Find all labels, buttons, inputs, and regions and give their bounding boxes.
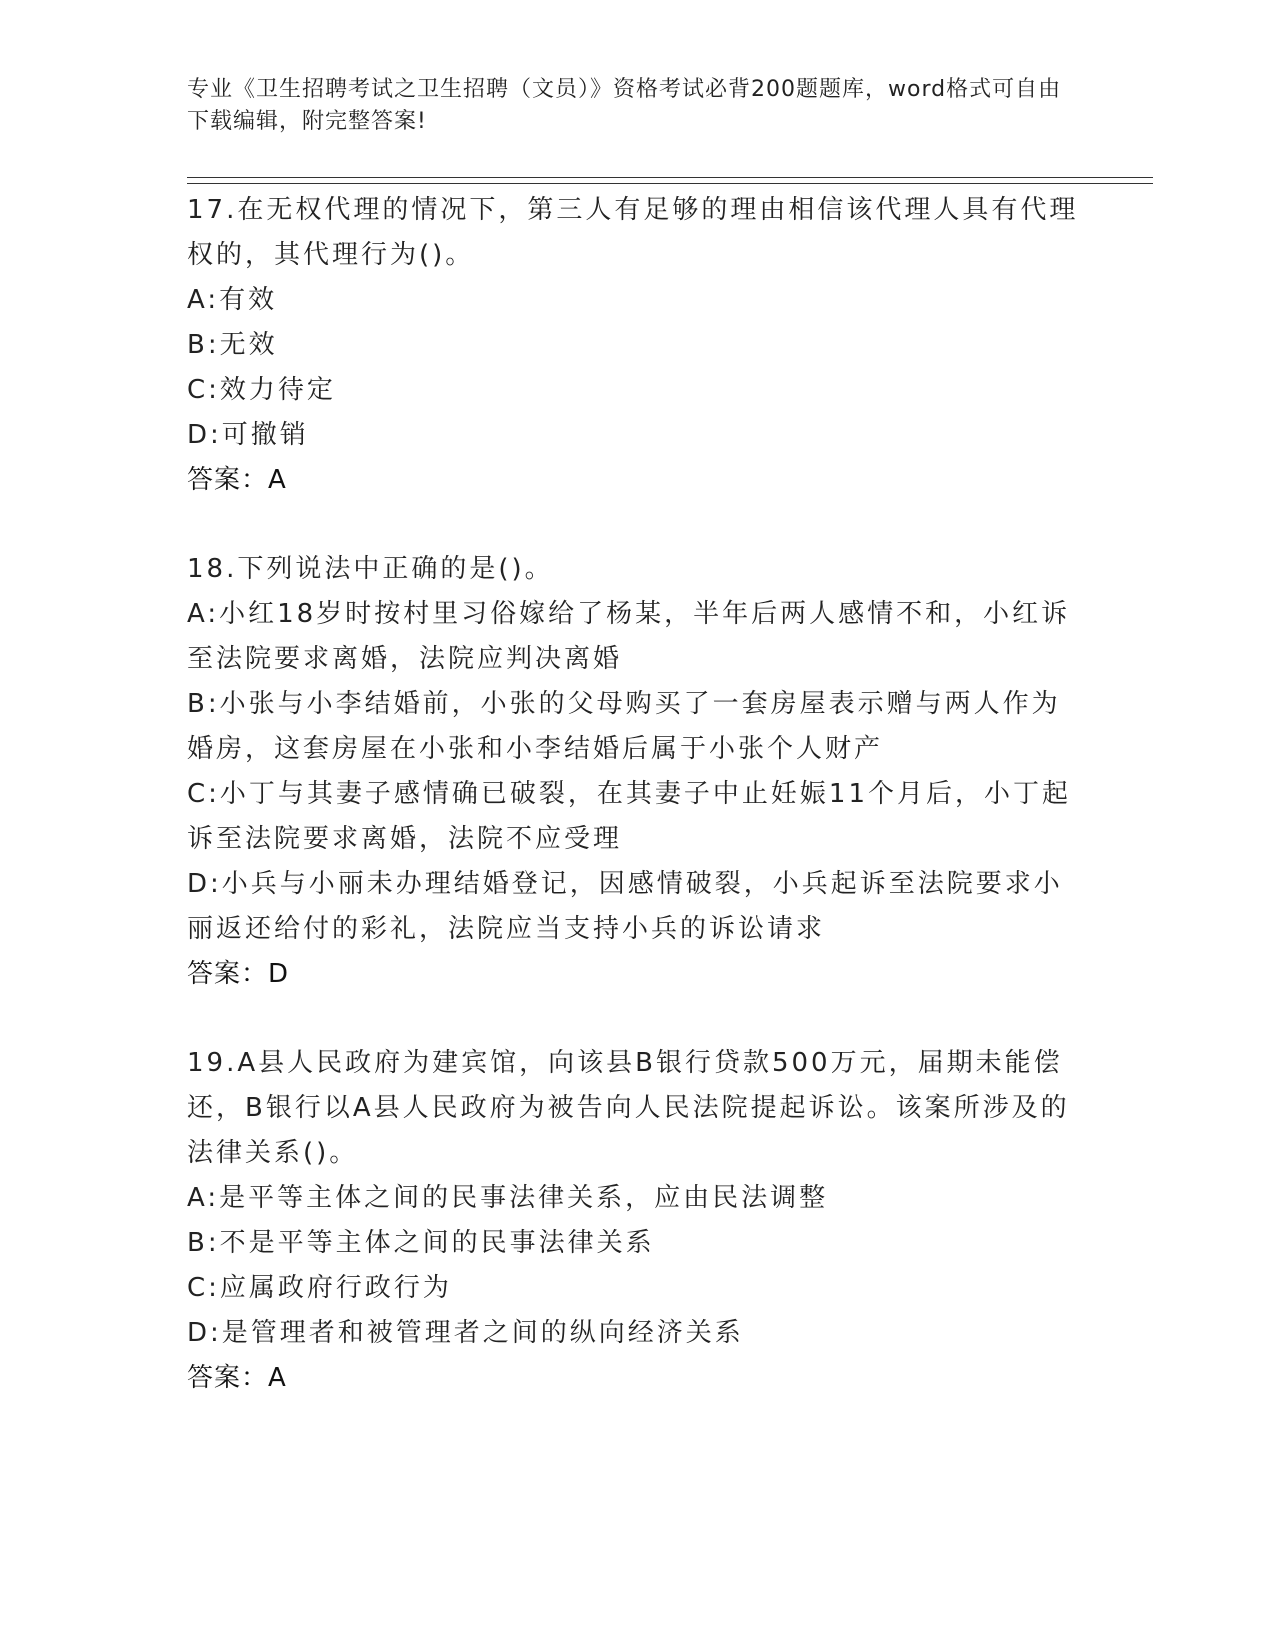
question-19	[187, 1041, 1087, 1401]
question-stem: 19.A县人民政府为建宾馆，向该县B银行贷款500万元，届期未能偿还，B银行以A县人民政府为被告向人民法院提起诉讼。该案所涉及的法律关系()。	[187, 1048, 1070, 1168]
question-list	[187, 188, 1087, 1445]
option-c: C:应属政府行政行为	[187, 1273, 452, 1303]
option-a: A:有效	[187, 285, 278, 315]
option-a: A:是平等主体之间的民事法律关系，应由民法调整	[187, 1183, 829, 1213]
option-b: B:小张与小李结婚前，小张的父母购买了一套房屋表示赠与两人作为婚房，这套房屋在小张和小李结婚后属于小张个人财产	[187, 689, 1061, 764]
option-a: A:小红18岁时按村里习俗嫁给了杨某，半年后两人感情不和，小红诉至法院要求离婚，法院应判决离婚	[187, 599, 1071, 674]
option-d: D:是管理者和被管理者之间的纵向经济关系	[187, 1318, 744, 1348]
question-17	[187, 188, 1087, 503]
option-b: B:不是平等主体之间的民事法律关系	[187, 1228, 655, 1258]
option-c: C:效力待定	[187, 375, 336, 405]
option-d: D:小兵与小丽未办理结婚登记，因感情破裂，小兵起诉至法院要求小丽返还给付的彩礼，法院应当支持小兵的诉讼请求	[187, 869, 1063, 944]
option-d: D:可撤销	[187, 420, 309, 450]
question-18	[187, 547, 1087, 997]
option-c: C:小丁与其妻子感情确已破裂，在其妻子中止妊娠11个月后，小丁起诉至法院要求离婚，法院不应受理	[187, 779, 1071, 854]
document-header: 专业《卫生招聘考试之卫生招聘（文员）》资格考试必背200题题库，word格式可自由下载编辑，附完整答案!	[187, 77, 1062, 134]
answer-line: 答案：A	[187, 465, 287, 495]
option-b: B:无效	[187, 330, 278, 360]
header-divider-top	[187, 177, 1153, 178]
question-stem: 17.在无权代理的情况下，第三人有足够的理由相信该代理人具有代理权的，其代理行为()。	[187, 195, 1079, 270]
question-stem: 18.下列说法中正确的是()。	[187, 554, 554, 584]
answer-line: 答案：D	[187, 959, 290, 989]
header-divider-bottom	[187, 183, 1153, 184]
answer-line: 答案：A	[187, 1363, 287, 1393]
